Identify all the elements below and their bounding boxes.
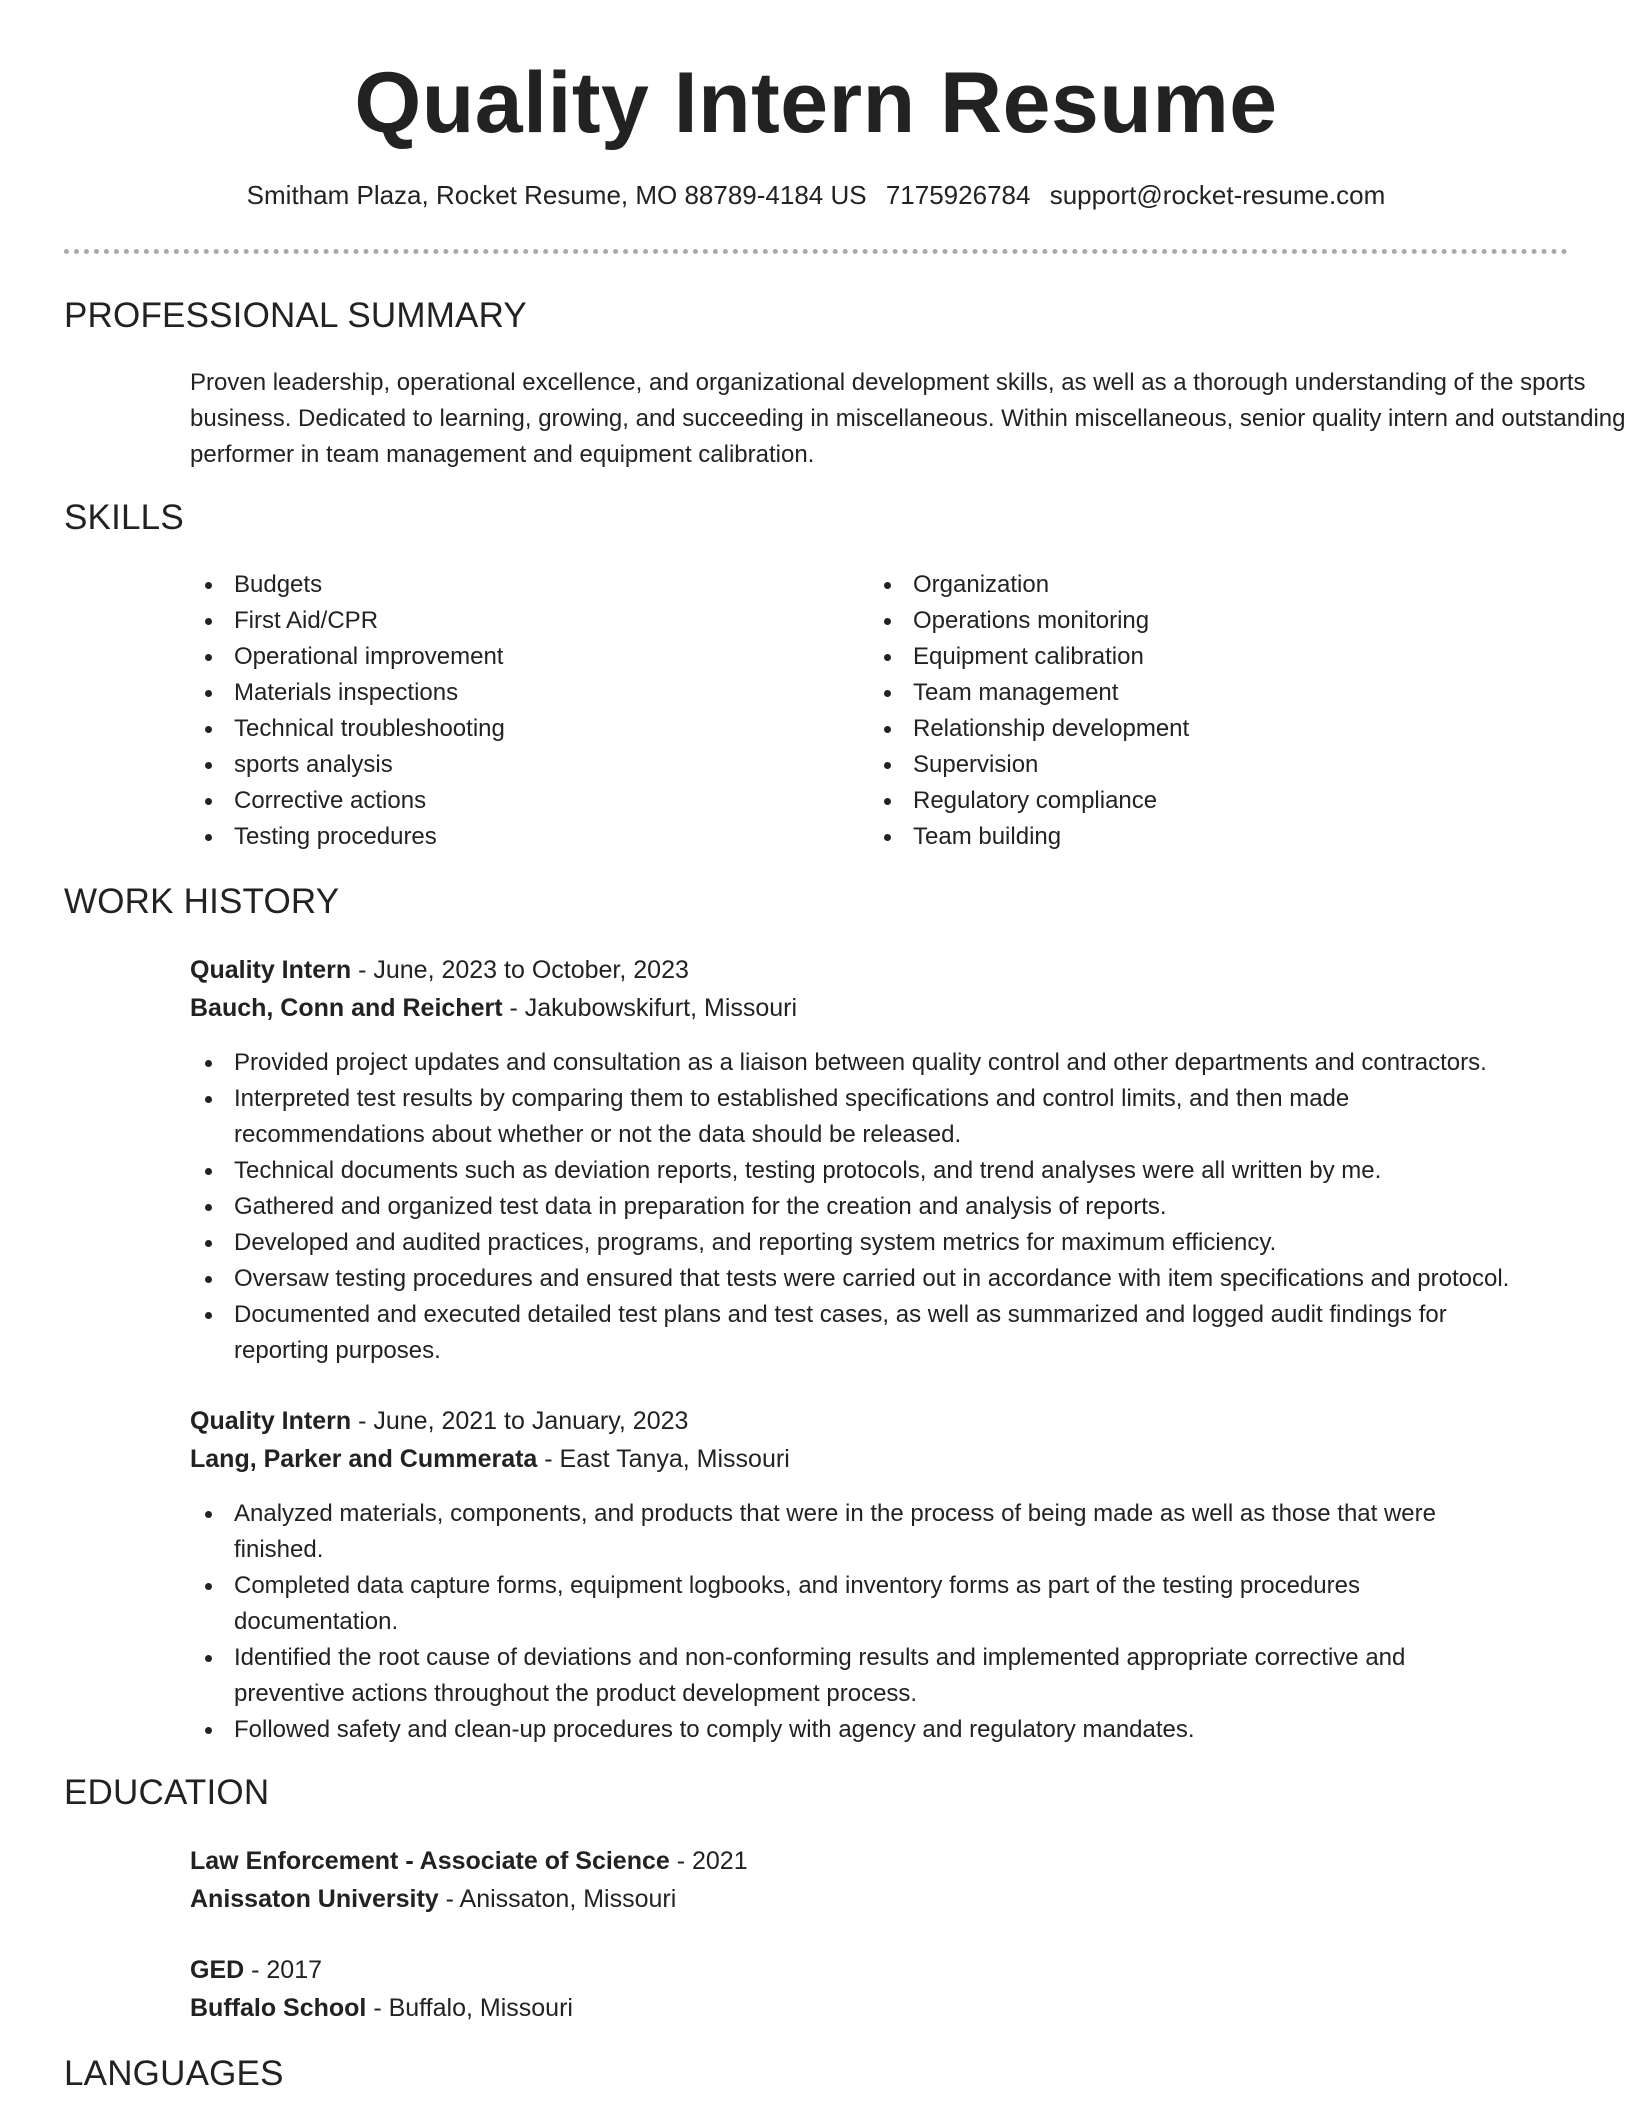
education-degree: GED xyxy=(190,1956,245,1984)
skill-item: Relationship development xyxy=(869,711,1529,747)
skill-item: Operations monitoring xyxy=(869,603,1529,639)
job-duty: Followed safety and clean-up procedures to comply with agency and regulatory mandates. xyxy=(190,1712,1630,1748)
skills-list-left xyxy=(190,567,830,855)
skill-item: Equipment calibration xyxy=(869,639,1529,675)
job-title: Quality Intern xyxy=(190,956,352,984)
header-divider xyxy=(64,249,1568,254)
job-entry xyxy=(190,1402,1568,1478)
skills-list-right xyxy=(869,567,1529,855)
skill-item: Budgets xyxy=(190,567,830,603)
job-dates: - June, 2023 to October, 2023 xyxy=(351,956,689,984)
skill-item: Organization xyxy=(869,567,1529,603)
education-school-line xyxy=(190,1880,1568,1918)
education-school: Anissaton University xyxy=(190,1885,439,1913)
job-entry xyxy=(190,951,1568,1027)
job-company: Lang, Parker and Cummerata xyxy=(190,1445,538,1473)
job-location: - East Tanya, Missouri xyxy=(537,1445,790,1473)
skills-heading: SKILLS xyxy=(64,498,184,537)
job-duty: Oversaw testing procedures and ensured that tests were carried out in accordance with item specifications and protocol. xyxy=(190,1261,1632,1297)
job-duties-list xyxy=(190,1496,1630,1748)
job-title: Quality Intern xyxy=(190,1407,352,1435)
contact-phone: 7175926784 xyxy=(885,180,1031,210)
skill-item: Materials inspections xyxy=(190,675,830,711)
skill-item: Regulatory compliance xyxy=(869,783,1529,819)
job-duty: Identified the root cause of deviations and non-conforming results and implemented appropriate corrective and preventive actions throughout the product development process. xyxy=(190,1640,1514,1712)
skill-item: First Aid/CPR xyxy=(190,603,830,639)
education-degree: Law Enforcement - Associate of Science xyxy=(190,1847,670,1875)
contact-line xyxy=(64,180,1568,211)
summary-heading: PROFESSIONAL SUMMARY xyxy=(64,296,527,335)
job-duty: Interpreted test results by comparing them to established specifications and control limits, and then made recommendations about whether or not the data should be released. xyxy=(190,1081,1474,1153)
job-duty: Completed data capture forms, equipment logbooks, and inventory forms as part of the testing procedures documentation. xyxy=(190,1568,1434,1640)
skill-item: sports analysis xyxy=(190,747,830,783)
job-duty: Gathered and organized test data in preparation for the creation and analysis of reports. xyxy=(190,1189,1632,1225)
education-heading: EDUCATION xyxy=(64,1773,270,1812)
job-duty: Analyzed materials, components, and products that were in the process of being made as well as those that were finished. xyxy=(190,1496,1514,1568)
languages-heading: LANGUAGES xyxy=(64,2054,284,2093)
job-title-line xyxy=(190,951,1568,989)
education-entry xyxy=(190,1842,1568,1918)
job-company-line xyxy=(190,989,1568,1027)
job-duty: Technical documents such as deviation reports, testing protocols, and trend analyses were all written by me. xyxy=(190,1153,1632,1189)
job-duty: Developed and audited practices, programs, and reporting system metrics for maximum efficiency. xyxy=(190,1225,1632,1261)
education-location: - Buffalo, Missouri xyxy=(366,1994,573,2022)
contact-email: support@rocket-resume.com xyxy=(1049,180,1386,210)
job-company: Bauch, Conn and Reichert xyxy=(190,994,503,1022)
education-location: - Anissaton, Missouri xyxy=(438,1885,677,1913)
summary-text: Proven leadership, operational excellence, and organizational development skills, as well as a thorough understanding of the sports business. Dedicated to learning, growing, and succeeding in miscellaneous. Within miscellaneous, senior quality intern and outstanding performer in team management and equipment calibration. xyxy=(190,369,1626,468)
skill-item: Team building xyxy=(869,819,1529,855)
education-entry xyxy=(190,1951,1568,2027)
job-duties-list xyxy=(190,1045,1632,1369)
work-heading: WORK HISTORY xyxy=(64,882,340,921)
job-duty: Documented and executed detailed test plans and test cases, as well as summarized and logged audit findings for reporting purposes. xyxy=(190,1297,1534,1369)
skill-item: Supervision xyxy=(869,747,1529,783)
resume-title: Quality Intern Resume xyxy=(354,55,1278,151)
skill-item: Technical troubleshooting xyxy=(190,711,830,747)
job-dates: - June, 2021 to January, 2023 xyxy=(351,1407,689,1435)
education-school: Buffalo School xyxy=(190,1994,367,2022)
education-degree-line xyxy=(190,1951,1568,1989)
contact-address: Smitham Plaza, Rocket Resume, MO 88789-4184 US xyxy=(246,180,867,210)
skill-item: Corrective actions xyxy=(190,783,830,819)
skill-item: Team management xyxy=(869,675,1529,711)
education-year: - 2017 xyxy=(244,1956,323,1984)
job-location: - Jakubowskifurt, Missouri xyxy=(502,994,798,1022)
job-duty: Provided project updates and consultation as a liaison between quality control and other departments and contractors. xyxy=(190,1045,1632,1081)
job-title-line xyxy=(190,1402,1568,1440)
education-school-line xyxy=(190,1989,1568,2027)
skill-item: Testing procedures xyxy=(190,819,830,855)
job-company-line xyxy=(190,1440,1568,1478)
skill-item: Operational improvement xyxy=(190,639,830,675)
education-degree-line xyxy=(190,1842,1568,1880)
education-year: - 2021 xyxy=(669,1847,748,1875)
